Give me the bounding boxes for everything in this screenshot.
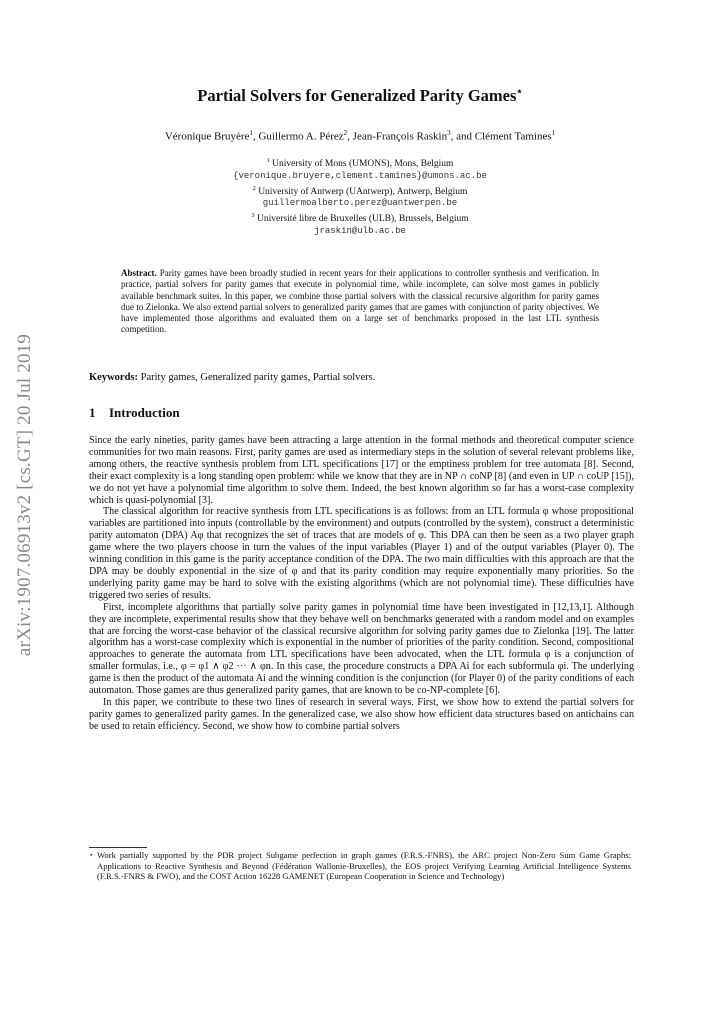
affiliation: $^3$ Université libre de Bruxelles (ULB), Brussels, Belgium [251, 212, 469, 225]
keywords [89, 372, 634, 383]
author-name: Jean-François Raskin [352, 130, 448, 143]
arxiv-identifier-stamp [5, 300, 45, 690]
footnote [89, 850, 634, 882]
body-paragraph: First, incomplete algorithms that partially solve parity games in polynomial time have been investigated in [12,13,1]. Although they are incomplete, experimental results show that they behave well on benchmarks generated with a random model and on examples that are forcing the worst-case behavior of the classical recursive algorithm for solving parity games due to Zielonka [19]. The latter algorithm has a worst-case complexity which is exponential in the number of priorities of the parity condition. Second, compositional approaches to generate the automata from LTL specifications have been advocated, when the LTL formula φ is a conjunction of smaller formulas, i.e., φ = φ1 ∧ φ2 ··· ∧ φn. In this case, the procedure constructs a DPA Ai for each subformula φi. The underlying game is then the product of the automata Ai and the winning condition is the conjunction (for Player 0) of the parity conditions of each automaton. Those games are thus generalized parity games, that are known to be co-NP-complete [6]. [89, 601, 634, 697]
abstract [121, 268, 599, 336]
author-affil-mark: 3 [447, 129, 451, 137]
section-number: 1 [89, 405, 96, 420]
arxiv-id-text: arXiv:1907.06913v2 [cs.GT] 20 Jul 2019 [14, 333, 35, 657]
introduction-body [89, 435, 634, 733]
affiliation: $^1$ University of Mons (UMONS), Mons, Belgium [266, 157, 454, 170]
footnote-text: Work partially supported by the PDR project Subgame perfection in graph games (F.R.S.-FNRS), the ARC project Non-Zero Sum Game Graphs: Applications to Reactive Synthesis and Beyond (Fédération Wallonie-Bruxelles), the EOS project Verifying Learning Artificial Intelligence Systems (F.R.S.-FNRS & FWO), and the COST Action 16228 GAMENET (European Cooperation in Science and Technology) [97, 850, 631, 881]
title-text: Partial Solvers for Generalized Parity Games [197, 86, 517, 105]
keywords-label: Keywords: [89, 372, 138, 383]
author-affil-mark: 1 [551, 129, 556, 137]
body-paragraph: In this paper, we contribute to these two lines of research in several ways. First, we show how to extend the partial solvers for parity games to generalized parity games. In the generalized case, we also show how efficient data structures based on antichains can be used to retain efficiency. Second, we show how to combine partial solvers [89, 696, 634, 732]
footnote-divider [89, 847, 147, 848]
paper-title [0, 86, 720, 106]
affiliation-email: {veronique.bruyere,clement.tamines}@umons.ac.be [233, 170, 487, 181]
author-name: Véronique Bruyère [164, 130, 250, 143]
section-title: Introduction [109, 405, 180, 420]
affiliations [0, 155, 720, 238]
title-footnote-mark: ⋆ [516, 86, 523, 98]
abstract-text: Parity games have been broadly studied in recent years for their applications to controller synthesis and verification. In practice, partial solvers for parity games that execute in polynomial time, while incomplete, can solve most games in publicly available benchmark suites. In this paper, we combine those partial solvers with the classical recursive algorithm for parity games due to Zielonka. We also extend partial solvers to generalized parity games that are games with conjunction of parity objectives. We have implemented those algorithms and evaluated them on a large set of benchmarks proposed in the last LTL synthesis competition. [121, 268, 600, 335]
body-paragraph: The classical algorithm for reactive synthesis from LTL specifications is as follows: from an LTL formula φ whose propositional variables are partitioned into inputs (controllable by the environment) and outputs (controlled by the system), construct a deterministic parity automaton (DPA) Aφ that recognizes the set of traces that are models of φ. This DPA can then be seen as a two player graph game where the two players choose in turn the values of the input variables (Player 1) and of the output variables (Player 0). The winning condition in this game is the parity acceptance condition of the DPA. The two main difficulties with this approach are that the DPA may be doubly exponential in the size of φ and that its parity condition may require exponentially many priorities. So the underlying parity game may be hard to solve with the existing algorithms (which are not polynomial time). These difficulties have triggered two series of results. [89, 506, 634, 601]
author-affil-mark: 1 [249, 129, 253, 137]
footnote-mark: ⋆ [89, 851, 94, 859]
abstract-label: Abstract. [121, 268, 157, 278]
section-heading [89, 405, 180, 421]
affiliation-email: guillermoalberto.perez@uantwerpen.be [262, 198, 458, 209]
author-list: Véronique Bruyère$^1$, Guillermo A. Pérez$^2$, Jean-François Raskin$^3$, and Clément Tamines$^1$ [164, 129, 556, 143]
body-paragraph: Since the early nineties, parity games have been attracting a large attention in the formal methods and theoretical computer science communities for two main reasons. First, parity games are used as intermediary steps in the solution of several relevant problems like, among others, the reactive synthesis problem from LTL specifications [17] or the emptiness problem for tree automata [8]. Second, their exact complexity is a long standing open problem: while we know that they are in NP ∩ coNP [8] (and even in UP ∩ coUP [15]), we do not yet have a polynomial time algorithm to solve them. Indeed, the best known algorithm so far has a worst-case complexity which is quasi-polynomial [3]. [89, 435, 634, 506]
author-name: Guillermo A. Pérez [258, 130, 344, 143]
affiliation: $^2$ University of Antwerp (UAntwerp), Antwerp, Belgium [252, 184, 468, 197]
affiliation-email: jraskin@ulb.ac.be [314, 225, 406, 236]
author-name: Clément Tamines [474, 130, 552, 143]
author-affil-mark: 2 [343, 129, 348, 137]
keywords-text: Parity games, Generalized parity games, Partial solvers. [140, 372, 376, 383]
